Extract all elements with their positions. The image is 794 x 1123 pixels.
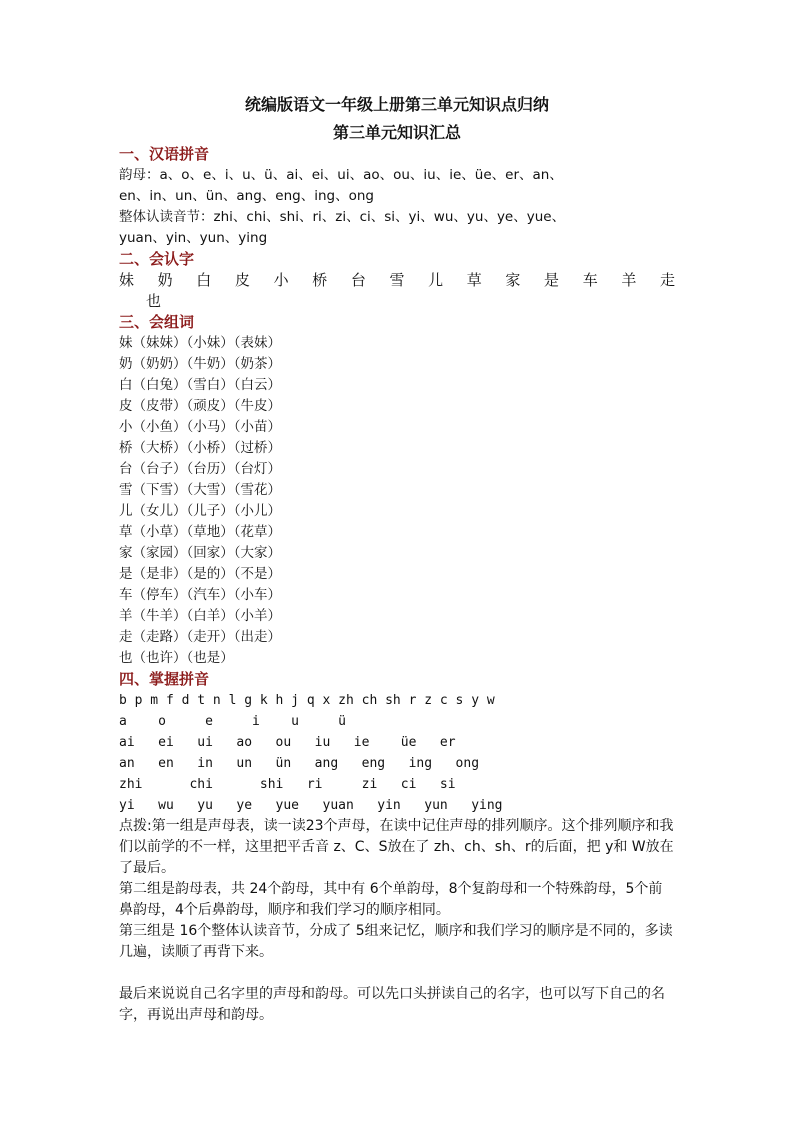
zhengti-row: zhi chi shi ri zi ci si — [119, 777, 456, 792]
character: 雪 — [389, 271, 405, 289]
note-paragraph: 第二组是韵母表，共 24个韵母，其中有 6个单韵母，8个复韵母和一个特殊韵母，5个前鼻韵母，4个后鼻韵母，顺序和我们学习的顺序相同。 — [119, 881, 663, 918]
word-row: 白（白兔）（雪白）（白云） — [119, 377, 281, 393]
word-row: 车（停车）（汽车）（小车） — [119, 587, 281, 603]
word-row: 儿（女儿）（儿子）（小儿） — [119, 503, 281, 519]
character: 家 — [505, 271, 521, 289]
character: 小 — [273, 271, 289, 289]
word-row: 走（走路）（走开）（出走） — [119, 629, 281, 645]
zhengti-line: 整体认读音节：zhi、chi、shi、ri、zi、ci、si、yi、wu、yu、ye、yue、 — [119, 209, 566, 225]
word-row: 雪（下雪）（大雪）（雪花） — [119, 482, 281, 498]
section-heading-recognize: 二、会认字 — [119, 250, 195, 268]
character: 白 — [196, 271, 212, 289]
paragraph-spacer — [119, 963, 675, 984]
yunmu-line: en、in、un、ün、ang、eng、ing、ong — [119, 188, 374, 204]
character-list — [119, 270, 675, 291]
word-row: 羊（牛羊）（白羊）（小羊） — [119, 608, 281, 624]
word-row: 皮（皮带）（顽皮）（牛皮） — [119, 398, 281, 414]
word-row: 小（小鱼）（小马）（小苗） — [119, 419, 281, 435]
word-row: 家（家园）（回家）（大家） — [119, 545, 281, 561]
word-row: 妹（妹妹）（小妹）（表妹） — [119, 335, 281, 351]
character: 皮 — [234, 271, 250, 289]
character: 羊 — [621, 271, 637, 289]
word-row: 奶（奶奶）（牛奶）（奶茶） — [119, 356, 281, 372]
word-row: 台（台子）（台历）（台灯） — [119, 461, 281, 477]
document-subtitle: 第三单元知识汇总 — [332, 123, 461, 142]
zhengti-row: yi wu yu ye yue yuan yin yun ying — [119, 798, 503, 813]
character: 台 — [350, 271, 366, 289]
character: 妹 — [119, 271, 135, 289]
character: 是 — [544, 271, 560, 289]
note-paragraph: 点拨:第一组是声母表，读一读23个声母，在读中记住声母的排列顺序。这个排列顺序和我们以前学的不一样，这里把平舌音 z、C、S放在了 zh、ch、sh、r的后面，把 y和 W放在了最后。 — [119, 818, 674, 876]
yunmu-line: 韵母：a、o、e、i、u、ü、ai、ei、ui、ao、ou、iu、ie、üe、er、an、 — [119, 167, 563, 183]
dan-yunmu-row: a o e i u ü — [119, 714, 346, 729]
note-paragraph: 第三组是 16个整体认读音节，分成了 5组来记忆，顺序和我们学习的顺序是不同的，多读几遍，读顺了再背下来。 — [119, 923, 673, 960]
section-heading-pinyin: 一、汉语拼音 — [119, 145, 210, 163]
word-row: 草（小草）（草地）（花草） — [119, 524, 281, 540]
character: 车 — [582, 271, 598, 289]
character: 儿 — [428, 271, 444, 289]
character: 也 — [146, 292, 162, 310]
word-row: 是（是非）（是的）（不是） — [119, 566, 281, 582]
word-row: 桥（大桥）（小桥）（过桥） — [119, 440, 281, 456]
document-page — [119, 94, 675, 1026]
section-heading-master-pinyin: 四、掌握拼音 — [119, 670, 210, 688]
document-title: 统编版语文一年级上册第三单元知识点归纳 — [244, 95, 549, 114]
section-heading-words: 三、会组词 — [119, 313, 195, 331]
character: 草 — [466, 271, 482, 289]
note-paragraph: 最后来说说自己名字里的声母和韵母。可以先口头拼读自己的名字，也可以写下自己的名字，再说出声母和韵母。 — [119, 986, 665, 1023]
character: 奶 — [157, 271, 173, 289]
word-row: 也（也许）（也是） — [119, 650, 234, 666]
character: 桥 — [312, 271, 328, 289]
shengmu-table: b p m f d t n l g k h j q x zh ch sh r z c s y w — [119, 693, 495, 708]
character: 走 — [659, 271, 675, 289]
fu-yunmu-row: ai ei ui ao ou iu ie üe er — [119, 735, 456, 750]
zhengti-line: yuan、yin、yun、ying — [119, 230, 268, 246]
bi-yunmu-row: an en in un ün ang eng ing ong — [119, 756, 480, 771]
